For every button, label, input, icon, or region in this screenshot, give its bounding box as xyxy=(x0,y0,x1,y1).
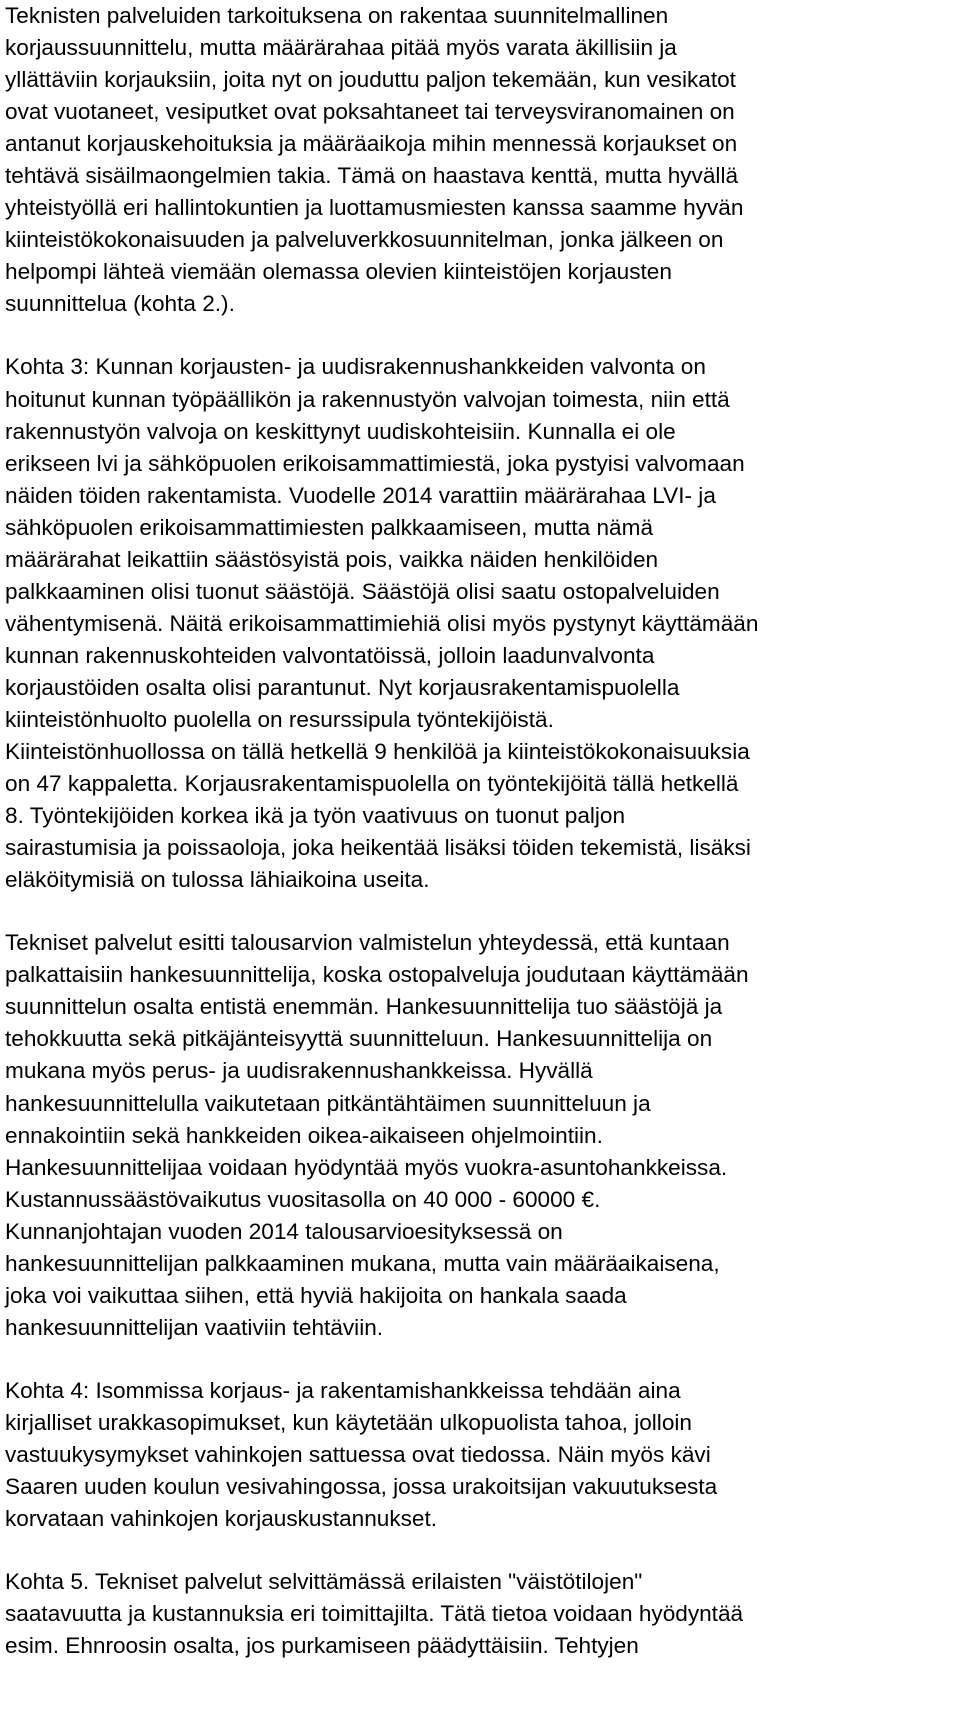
text-line: hankesuunnittelijan vaativiin tehtäviin. xyxy=(5,1314,384,1340)
text-line: kunnan rakennuskohteiden valvontatöissä, jolloin laadunvalvonta xyxy=(5,642,655,668)
text-line: vastuukysymykset vahinkojen sattuessa ovat tiedossa. Näin myös kävi xyxy=(5,1441,711,1467)
text-line: näiden töiden rakentamista. Vuodelle 2014 varattiin määrärahaa LVI- ja xyxy=(5,482,716,508)
text-line: Kustannussäästövaikutus vuositasolla on 40 000 - 60000 €. xyxy=(5,1186,601,1212)
paragraph-hankesuunnittelija xyxy=(5,927,960,1344)
text-line: Kohta 5. Tekniset palvelut selvittämässä erilaisten "väistötilojen" xyxy=(5,1569,643,1595)
text-line: ovat vuotaneet, vesiputket ovat poksahtaneet tai terveysviranomainen on xyxy=(5,99,735,125)
text-line: kirjalliset urakkasopimukset, kun käytetään ulkopuolista tahoa, jolloin xyxy=(5,1409,692,1435)
text-line: Hankesuunnittelijaa voidaan hyödyntää myös vuokra-asuntohankkeissa. xyxy=(5,1154,728,1180)
text-line: sähköpuolen erikoisammattimiesten palkkaamiseen, mutta nämä xyxy=(5,514,654,540)
text-line: Saaren uuden koulun vesivahingossa, jossa urakoitsijan vakuutuksesta xyxy=(5,1474,718,1500)
text-line: Kunnanjohtajan vuoden 2014 talousarvioesityksessä on xyxy=(5,1218,563,1244)
text-line: palkkaaminen olisi tuonut säästöjä. Säästöjä olisi saatu ostopalveluiden xyxy=(5,578,720,604)
text-line: Tekniset palvelut esitti talousarvion valmistelun yhteydessä, että kuntaan xyxy=(5,930,730,956)
paragraph-kohta-4 xyxy=(5,1375,960,1535)
paragraph-spacer xyxy=(5,320,960,351)
paragraph-kohta-5 xyxy=(5,1566,960,1662)
text-line: korvataan vahinkojen korjauskustannukset. xyxy=(5,1506,438,1532)
text-line: määrärahat leikattiin säästösyistä pois, vaikka näiden henkilöiden xyxy=(5,546,659,572)
text-line: esim. Ehnroosin osalta, jos purkamiseen päädyttäisiin. Tehtyjen xyxy=(5,1633,639,1659)
text-line: rakennustyön valvoja on keskittynyt uudiskohteisiin. Kunnalla ei ole xyxy=(5,418,676,444)
text-line: erikseen lvi ja sähköpuolen erikoisammattimiestä, joka pystyisi valvomaan xyxy=(5,450,745,476)
text-line: kiinteistönhuolto puolella on resurssipula työntekijöistä. xyxy=(5,706,554,732)
paragraph-kohta-3 xyxy=(5,351,960,896)
text-line: helpompi lähteä viemään olemassa olevien kiinteistöjen korjausten xyxy=(5,259,672,285)
text-line: hoitunut kunnan työpäällikön ja rakennustyön valvojan toimesta, niin että xyxy=(5,386,730,412)
paragraph-intro xyxy=(5,0,960,320)
text-line: suunnittelun osalta entistä enemmän. Hankesuunnittelija tuo säästöjä ja xyxy=(5,994,723,1020)
paragraph-spacer xyxy=(5,1535,960,1566)
text-line: yhteistyöllä eri hallintokuntien ja luottamusmiesten kanssa saamme hyvän xyxy=(5,195,744,221)
text-line: hankesuunnittelulla vaikutetaan pitkäntähtäimen suunnitteluun ja xyxy=(5,1090,651,1116)
text-line: joka voi vaikuttaa siihen, että hyviä hakijoita on hankala saada xyxy=(5,1282,627,1308)
text-line: tehokkuutta sekä pitkäjänteisyyttä suunnitteluun. Hankesuunnittelija on xyxy=(5,1026,713,1052)
paragraph-spacer xyxy=(5,896,960,927)
text-line: Kohta 3: Kunnan korjausten- ja uudisrakennushankkeiden valvonta on xyxy=(5,354,706,380)
text-line: korjaussuunnittelu, mutta määrärahaa pitää myös varata äkillisiin ja xyxy=(5,35,677,61)
text-line: sairastumisia ja poissaoloja, joka heikentää lisäksi töiden tekemistä, lisäksi xyxy=(5,835,751,861)
text-line: hankesuunnittelijan palkkaaminen mukana, mutta vain määräaikaisena, xyxy=(5,1250,720,1276)
text-line: mukana myös perus- ja uudisrakennushankkeissa. Hyvällä xyxy=(5,1058,593,1084)
text-line: korjaustöiden osalta olisi parantunut. Nyt korjausrakentamispuolella xyxy=(5,674,680,700)
paragraph-spacer xyxy=(5,1344,960,1375)
text-line: Teknisten palveluiden tarkoituksena on rakentaa suunnitelmallinen xyxy=(5,3,669,28)
text-line: tehtävä sisäilmaongelmien takia. Tämä on haastava kenttä, mutta hyvällä xyxy=(5,163,739,189)
text-line: 8. Työntekijöiden korkea ikä ja työn vaativuus on tuonut paljon xyxy=(5,803,626,829)
text-line: eläköitymisiä on tulossa lähiaikoina useita. xyxy=(5,867,430,893)
text-line: Kiinteistönhuollossa on tällä hetkellä 9 henkilöä ja kiinteistökokonaisuuksia xyxy=(5,739,750,765)
text-line: saatavuutta ja kustannuksia eri toimittajilta. Tätä tietoa voidaan hyödyntää xyxy=(5,1601,744,1627)
text-line: palkattaisiin hankesuunnittelija, koska ostopalveluja joudutaan käyttämään xyxy=(5,962,749,988)
text-line: antanut korjauskehoituksia ja määräaikoja mihin mennessä korjaukset on xyxy=(5,131,738,157)
text-line: kiinteistökokonaisuuden ja palveluverkkosuunnitelman, jonka jälkeen on xyxy=(5,227,724,253)
text-line: on 47 kappaletta. Korjausrakentamispuolella on työntekijöitä tällä hetkellä xyxy=(5,771,739,797)
text-line: Kohta 4: Isommissa korjaus- ja rakentamishankkeissa tehdään aina xyxy=(5,1377,681,1403)
text-line: ennakointiin sekä hankkeiden oikea-aikaiseen ohjelmointiin. xyxy=(5,1122,603,1148)
text-line: yllättäviin korjauksiin, joita nyt on jouduttu paljon tekemään, kun vesikatot xyxy=(5,67,736,93)
text-line: suunnittelua (kohta 2.). xyxy=(5,291,235,317)
text-line: vähentymisenä. Näitä erikoisammattimiehiä olisi myös pystynyt käyttämään xyxy=(5,610,759,636)
